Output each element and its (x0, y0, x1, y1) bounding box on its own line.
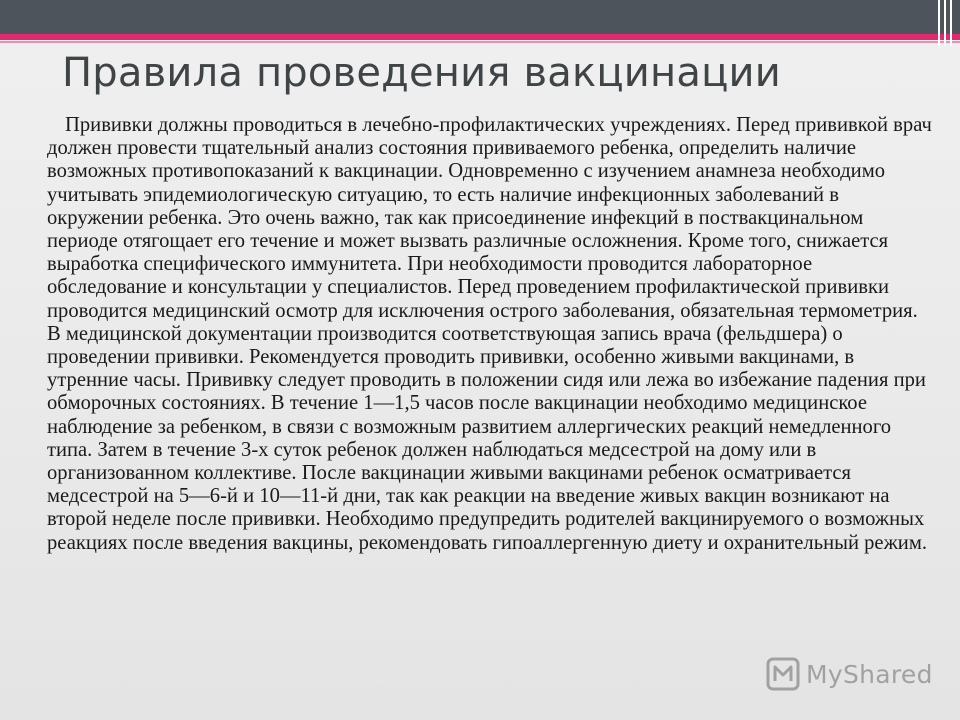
decor-line (944, 0, 946, 46)
top-header-bar (0, 0, 960, 34)
accent-stripe (0, 34, 960, 40)
accent-stripe-thin (0, 41, 960, 43)
decor-line (938, 0, 940, 46)
slide-body-text: Прививки должны проводиться в лечебно-профилактических учреждениях. Перед прививкой врач должен провести тщательный анализ состояния прививаемого ребенка, определить наличие возможных противопоказаний к вакцинации. Одновременно с изучением анамнеза необходимо учитывать эпидемиологическую ситуацию, то есть наличие инфекционных заболеваний в окружении ребенка. Это очень важно, так как присоединение инфекций в поствакцинальном периоде отягощает его течение и может вызвать различные осложнения. Кроме того, снижается выработка специфического иммунитета. При необходимости проводится лабораторное обследование и консультации у специалистов. Перед проведением профилактической прививки проводится медицинский осмотр для исключения острого заболевания, обязательная термометрия. В медицинской документации производится соответствующая запись врача (фельдшера) о проведении прививки. Рекомендуется проводить прививки, особенно живыми вакцинами, в утренние часы. Прививку следует проводить в положении сидя или лежа во избежание падения при обморочных состояниях. В течение 1—1,5 часов после вакцинации необходимо медицинское наблюдение за ребенком, в связи с возможным развитием аллергических реакций немедленного типа. Затем в течение 3-х суток ребенок должен наблюдаться медсестрой на дому или в организованном коллективе. После вакцинации живыми вакцинами ребенок осматривается медсестрой на 5—6-й и 10—11-й дни, так как реакции на введение живых вакцин возникают на второй неделе после прививки. Необходимо предупредить родителей вакцинируемого о возможных реакциях после введения вакцины, рекомендовать гипоаллергенную диету и охранительный режим. (47, 114, 932, 554)
watermark-text: MyShared (806, 659, 933, 689)
myshared-logo-icon (766, 657, 800, 691)
watermark-logo (766, 657, 933, 691)
slide-title: Правила проведения вакцинации (62, 50, 781, 96)
decor-line (950, 0, 952, 46)
